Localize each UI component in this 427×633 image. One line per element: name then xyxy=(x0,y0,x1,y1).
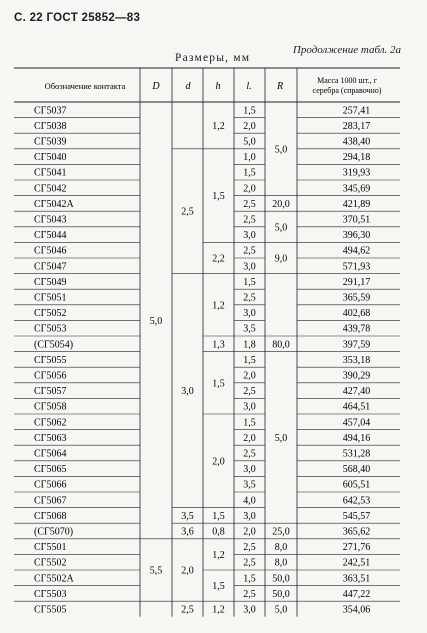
col-head-D: D xyxy=(152,81,160,92)
row-designation: СГ5039 xyxy=(34,136,67,148)
page-header: С. 22 ГОСТ 25852—83 xyxy=(14,12,141,24)
row-mass-value: 427,40 xyxy=(342,386,371,398)
col-head-R: R xyxy=(276,81,284,92)
row-mass-value: 345,69 xyxy=(342,183,371,195)
table-header xyxy=(45,76,382,95)
row-designation: СГ5067 xyxy=(34,495,67,507)
h-group-value: 1,5 xyxy=(212,191,225,203)
row-mass-value: 568,40 xyxy=(342,464,371,476)
row-designation: СГ5066 xyxy=(34,479,67,491)
R-group-value: 5,0 xyxy=(274,144,288,156)
row-designation: СГ5044 xyxy=(34,230,67,242)
h-group-value: 1,2 xyxy=(212,549,225,561)
col-head-h: h xyxy=(215,81,221,92)
row-mass-value: 438,40 xyxy=(342,136,371,148)
col-head-l: l. xyxy=(246,81,252,92)
row-designation: СГ5042 xyxy=(34,183,67,195)
d-group-value: 2,5 xyxy=(181,206,194,218)
R-group-value: 50,0 xyxy=(272,588,290,600)
col-head-designation: Обозначение контакта xyxy=(44,81,126,91)
row-designation: СГ5040 xyxy=(34,152,67,164)
row-l-value: 2,5 xyxy=(243,448,256,460)
row-l-value: 3,0 xyxy=(243,464,256,476)
row-l-value: 1,5 xyxy=(243,167,256,179)
row-l-value: 2,5 xyxy=(243,198,256,210)
row-l-value: 3,0 xyxy=(243,230,256,242)
row-designation: СГ5502А xyxy=(34,573,74,585)
d-group-value: 2,0 xyxy=(181,565,194,577)
D-group-value: 5,0 xyxy=(149,315,163,327)
row-mass-value: 257,41 xyxy=(342,105,371,117)
row-mass-value: 291,17 xyxy=(342,276,371,288)
R-group-value: 5,0 xyxy=(274,604,288,616)
row-mass-value: 294,18 xyxy=(342,152,371,164)
row-l-value: 2,5 xyxy=(243,557,256,569)
row-mass-value: 605,51 xyxy=(342,479,371,491)
row-l-value: 3,5 xyxy=(243,479,256,491)
R-group-value: 8,0 xyxy=(274,542,288,554)
row-mass-value: 242,51 xyxy=(342,557,371,569)
row-designation: СГ5046 xyxy=(34,245,67,257)
row-mass-value: 319,93 xyxy=(342,167,371,179)
row-designation: СГ5056 xyxy=(34,370,67,382)
row-l-value: 2,5 xyxy=(243,386,256,398)
row-mass-value: 447,22 xyxy=(342,588,371,600)
R-group-value: 5,0 xyxy=(274,222,288,234)
h-group-value: 1,5 xyxy=(212,378,225,390)
R-group-value: 50,0 xyxy=(272,573,290,585)
row-l-value: 4,0 xyxy=(243,495,256,507)
row-designation: СГ5062 xyxy=(34,417,67,429)
col-head-d: d xyxy=(185,81,191,92)
row-l-value: 1,5 xyxy=(243,276,256,288)
d-group-value: 3,5 xyxy=(181,510,194,522)
h-group-value: 1,5 xyxy=(212,581,225,593)
row-designation: СГ5052 xyxy=(34,308,67,320)
d-group-value: 2,5 xyxy=(181,604,194,616)
R-group-value: 5,0 xyxy=(274,432,288,444)
row-l-value: 3,0 xyxy=(243,510,256,522)
h-group-value: 1,5 xyxy=(212,510,225,522)
row-designation: СГ5038 xyxy=(34,120,67,132)
row-mass-value: 642,53 xyxy=(342,495,371,507)
row-designation: СГ5505 xyxy=(34,604,67,616)
row-designation: СГ5058 xyxy=(34,401,67,413)
h-group-value: 1,2 xyxy=(212,300,225,312)
row-mass-value: 494,16 xyxy=(342,432,371,444)
col-head-mass-2: серебра (справочно) xyxy=(312,86,382,95)
row-l-value: 1,8 xyxy=(243,339,256,351)
dimensions-caption: Размеры, мм xyxy=(175,52,251,64)
row-l-value: 2,0 xyxy=(243,432,256,444)
row-designation: СГ5055 xyxy=(34,354,67,366)
row-l-value: 1,5 xyxy=(243,354,256,366)
d-group-value: 3,6 xyxy=(181,526,194,538)
row-mass-value: 571,93 xyxy=(342,261,371,273)
row-designation: СГ5049 xyxy=(34,276,67,288)
row-mass-value: 354,06 xyxy=(342,604,371,616)
row-mass-value: 494,62 xyxy=(342,245,371,257)
row-l-value: 2,5 xyxy=(243,245,256,257)
row-l-value: 2,5 xyxy=(243,542,256,554)
row-mass-value: 283,17 xyxy=(342,120,371,132)
row-l-value: 5,0 xyxy=(243,136,256,148)
row-mass-value: 390,29 xyxy=(342,370,371,382)
row-l-value: 3,5 xyxy=(243,323,256,335)
row-l-value: 3,0 xyxy=(243,604,256,616)
row-designation: СГ5042А xyxy=(34,198,74,210)
row-l-value: 1,5 xyxy=(243,573,256,585)
row-l-value: 3,0 xyxy=(243,401,256,413)
row-l-value: 2,0 xyxy=(243,526,256,538)
row-mass-value: 271,76 xyxy=(342,542,371,554)
row-l-value: 2,5 xyxy=(243,292,256,304)
row-l-value: 2,5 xyxy=(243,214,256,226)
row-designation: СГ5037 xyxy=(34,105,67,117)
h-group-value: 2,2 xyxy=(212,253,225,265)
row-mass-value: 439,78 xyxy=(342,323,371,335)
row-l-value: 1,5 xyxy=(243,105,256,117)
row-mass-value: 397,59 xyxy=(342,339,371,351)
row-l-value: 3,0 xyxy=(243,261,256,273)
h-group-value: 1,3 xyxy=(212,339,225,351)
R-group-value: 25,0 xyxy=(272,526,290,538)
row-designation: СГ5057 xyxy=(34,386,67,398)
row-designation: СГ5501 xyxy=(34,542,67,554)
h-group-value: 1,2 xyxy=(212,604,225,616)
row-l-value: 3,0 xyxy=(243,308,256,320)
row-mass-value: 370,51 xyxy=(342,214,371,226)
row-l-value: 1,5 xyxy=(243,417,256,429)
row-designation: СГ5041 xyxy=(34,167,67,179)
row-designation: СГ5043 xyxy=(34,214,67,226)
R-group-value: 8,0 xyxy=(274,557,288,569)
D-group-value: 5,5 xyxy=(149,565,163,577)
row-mass-value: 545,57 xyxy=(342,510,371,522)
row-mass-value: 402,68 xyxy=(342,308,371,320)
row-mass-value: 464,51 xyxy=(342,401,371,413)
row-designation: СГ5502 xyxy=(34,557,67,569)
row-mass-value: 365,59 xyxy=(342,292,371,304)
row-l-value: 2,5 xyxy=(243,588,256,600)
row-l-value: 2,0 xyxy=(243,183,256,195)
row-l-value: 2,0 xyxy=(243,120,256,132)
continuation-label: Продолжение табл. 2а xyxy=(292,44,401,56)
row-mass-value: 365,62 xyxy=(342,526,371,538)
col-head-mass-1: Масса 1000 шт., г xyxy=(317,76,377,85)
row-designation: СГ5053 xyxy=(34,323,67,335)
row-designation: СГ5065 xyxy=(34,464,67,476)
row-designation: СГ5064 xyxy=(34,448,67,460)
row-l-value: 2,0 xyxy=(243,370,256,382)
row-mass-value: 457,04 xyxy=(342,417,371,429)
row-designation: СГ5068 xyxy=(34,510,67,522)
d-group-value: 3,0 xyxy=(181,386,194,398)
R-group-value: 20,0 xyxy=(272,198,290,210)
row-mass-value: 353,18 xyxy=(342,354,371,366)
h-group-value: 0,8 xyxy=(212,526,225,538)
row-designation: (СГ5054) xyxy=(34,339,74,351)
R-group-value: 80,0 xyxy=(272,339,290,351)
row-mass-value: 421,89 xyxy=(342,198,371,210)
row-designation: СГ5047 xyxy=(34,261,67,273)
row-mass-value: 396,30 xyxy=(342,230,371,242)
row-designation: СГ5063 xyxy=(34,432,67,444)
row-designation: СГ5051 xyxy=(34,292,67,304)
R-group-value: 9,0 xyxy=(274,253,288,265)
row-l-value: 1,0 xyxy=(243,152,256,164)
row-mass-value: 363,51 xyxy=(342,573,371,585)
row-mass-value: 531,28 xyxy=(342,448,371,460)
h-group-value: 1,2 xyxy=(212,120,225,132)
row-designation: СГ5503 xyxy=(34,588,67,600)
h-group-value: 2,0 xyxy=(212,456,225,468)
row-designation: (СГ5070) xyxy=(34,526,74,538)
